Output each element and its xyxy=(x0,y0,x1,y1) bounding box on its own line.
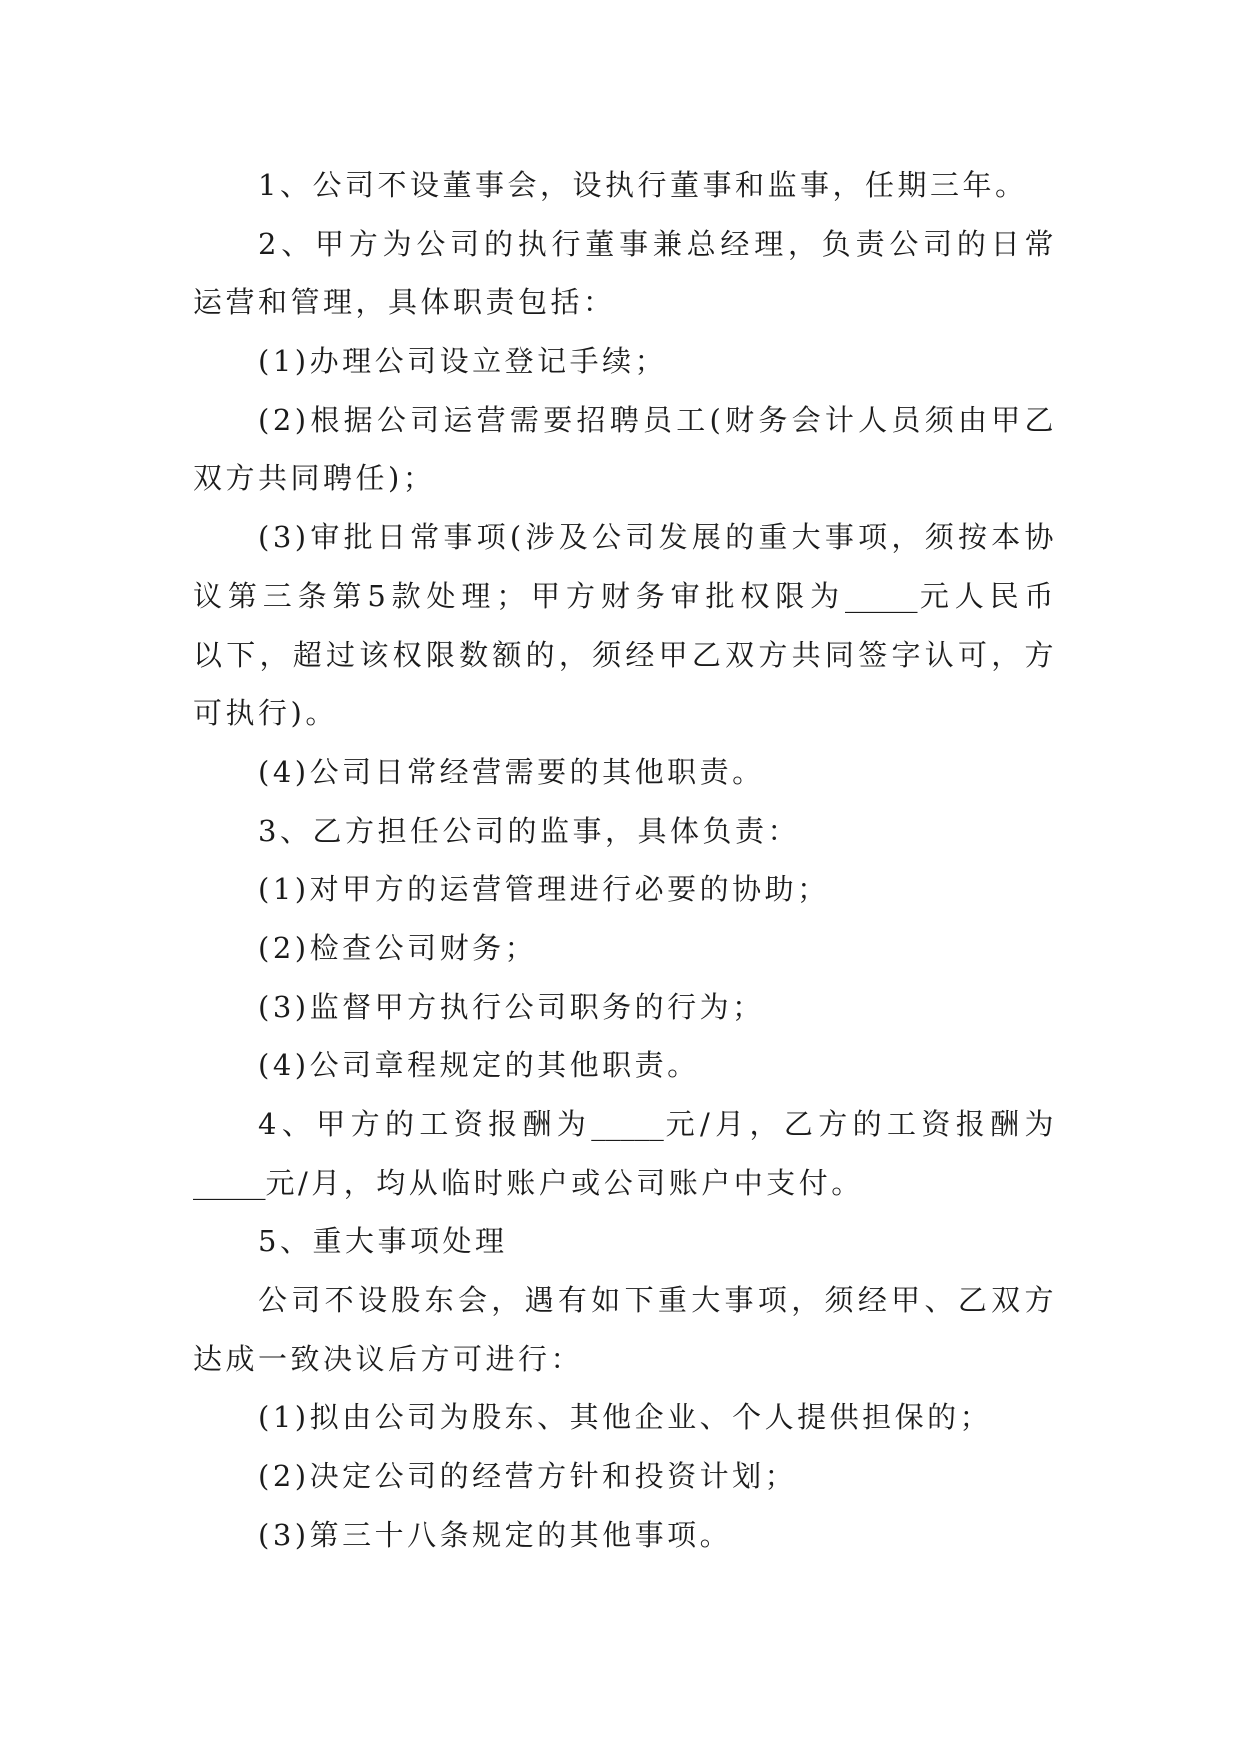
paragraph xyxy=(193,743,1057,802)
fill-in-blank: _____ xyxy=(591,1107,664,1141)
paragraph xyxy=(193,332,1057,391)
text-line: 公司不设股东会，遇有如下重大事项，须经甲、乙双方 xyxy=(258,1283,1057,1318)
paragraph xyxy=(193,1036,1057,1095)
paragraph xyxy=(193,1212,1057,1271)
text-line: (1)办理公司设立登记手续； xyxy=(258,344,668,379)
text-line: 3、乙方担任公司的监事，具体负责： xyxy=(258,813,800,848)
paragraph xyxy=(193,860,1057,919)
text-line: 以下，超过该权限数额的，须经甲乙双方共同签字认可，方 xyxy=(193,637,1057,672)
paragraph xyxy=(193,391,1057,508)
paragraph xyxy=(193,919,1057,978)
text-line: 1、公司不设董事会，设执行董事和监事，任期三年。 xyxy=(258,168,1028,202)
text-line: (1)拟由公司为股东、其他企业、个人提供担保的； xyxy=(258,1400,993,1435)
paragraph xyxy=(193,1271,1057,1388)
text-line: 运营和管理，具体职责包括： xyxy=(193,285,616,320)
text-line: 2、甲方为公司的执行董事兼总经理，负责公司的日常 xyxy=(258,226,1057,261)
text-line: (3)监督甲方执行公司职务的行为； xyxy=(258,989,765,1024)
text-line: 双方共同聘任)； xyxy=(193,461,436,496)
text-line: 4、甲方的工资报酬为_____元/月，乙方的工资报酬为 xyxy=(258,1107,1057,1141)
text-line: (2)根据公司运营需要招聘员工(财务会计人员须由甲乙 xyxy=(258,402,1057,437)
paragraph xyxy=(193,156,1057,215)
paragraph xyxy=(193,508,1057,743)
text-line: (2)决定公司的经营方针和投资计划； xyxy=(258,1459,798,1494)
fill-in-blank: _____ xyxy=(845,578,918,613)
text-line: _____元/月，均从临时账户或公司账户中支付。 xyxy=(193,1165,864,1200)
text-line: 议第三条第5款处理；甲方财务审批权限为_____元人民币 xyxy=(193,578,1057,613)
paragraph xyxy=(193,802,1057,861)
text-line: (3)第三十八条规定的其他事项。 xyxy=(258,1517,733,1552)
text-line: (1)对甲方的运营管理进行必要的协助； xyxy=(258,872,830,907)
text-line: (3)审批日常事项(涉及公司发展的重大事项，须按本协 xyxy=(258,520,1057,555)
paragraph xyxy=(193,1095,1057,1212)
text-line: 5、重大事项处理 xyxy=(258,1224,508,1259)
text-line: 达成一致决议后方可进行： xyxy=(193,1341,584,1376)
text-line: (4)公司章程规定的其他职责。 xyxy=(258,1048,700,1083)
paragraph xyxy=(193,215,1057,332)
text-line: (2)检查公司财务； xyxy=(258,930,538,965)
paragraph xyxy=(193,1506,1057,1565)
document-body xyxy=(193,156,1057,1565)
fill-in-blank: _____ xyxy=(193,1165,266,1200)
text-line: (4)公司日常经营需要的其他职责。 xyxy=(258,754,765,789)
paragraph xyxy=(193,1388,1057,1447)
paragraph xyxy=(193,1447,1057,1506)
paragraph xyxy=(193,978,1057,1037)
text-line: 可执行)。 xyxy=(193,696,338,731)
